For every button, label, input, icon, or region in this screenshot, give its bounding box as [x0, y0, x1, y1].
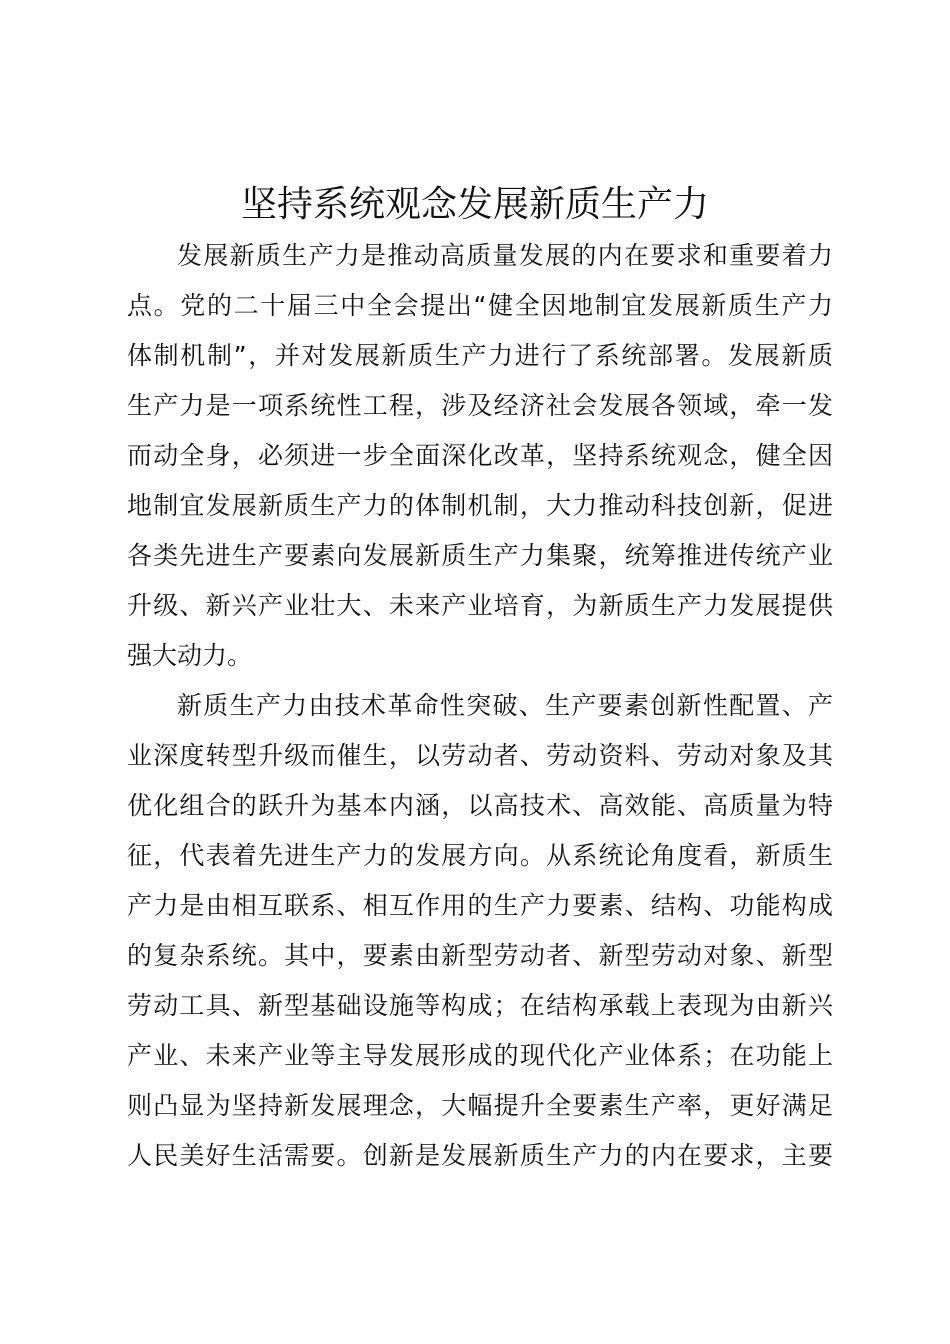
- text-line: 劳动工具、新型基础设施等构成；在结构承载上表现为由新兴: [127, 991, 833, 1020]
- text-line: 而动全身，必须进一步全面深化改革，坚持系统观念，健全因: [127, 441, 833, 470]
- text-line: 强大动力。: [127, 641, 253, 670]
- text-line: 各类先进生产要素向发展新质生产力集聚，统筹推进传统产业: [127, 541, 833, 570]
- text-line: 点。党的二十届三中全会提出“健全因地制宜发展新质生产力: [127, 291, 833, 320]
- text-line: 产业、未来产业等主导发展形成的现代化产业体系；在功能上: [127, 1041, 833, 1070]
- document-body: [127, 231, 833, 1181]
- text-line: 体制机制”，并对发展新质生产力进行了系统部署。发展新质: [127, 341, 833, 370]
- text-line: 新质生产力由技术革命性突破、生产要素创新性配置、产: [177, 691, 833, 720]
- text-line: 优化组合的跃升为基本内涵，以高技术、高效能、高质量为特: [127, 791, 833, 820]
- document-title: 坚持系统观念发展新质生产力: [240, 184, 709, 225]
- text-line: 征，代表着先进生产力的发展方向。从系统论角度看，新质生: [127, 841, 833, 870]
- text-line: 生产力是一项系统性工程，涉及经济社会发展各领域，牵一发: [127, 391, 833, 420]
- text-line: 产力是由相互联系、相互作用的生产力要素、结构、功能构成: [127, 891, 833, 920]
- text-line: 人民美好生活需要。创新是发展新质生产力的内在要求，主要: [127, 1141, 833, 1170]
- text-line: 地制宜发展新质生产力的体制机制，大力推动科技创新，促进: [127, 491, 833, 520]
- text-line: 升级、新兴产业壮大、未来产业培育，为新质生产力发展提供: [127, 591, 833, 620]
- text-line: 则凸显为坚持新发展理念，大幅提升全要素生产率，更好满足: [127, 1091, 833, 1120]
- text-line: 业深度转型升级而催生，以劳动者、劳动资料、劳动对象及其: [127, 741, 833, 770]
- text-line: 发展新质生产力是推动高质量发展的内在要求和重要着力: [177, 241, 833, 270]
- text-line: 的复杂系统。其中，要素由新型劳动者、新型劳动对象、新型: [127, 941, 833, 970]
